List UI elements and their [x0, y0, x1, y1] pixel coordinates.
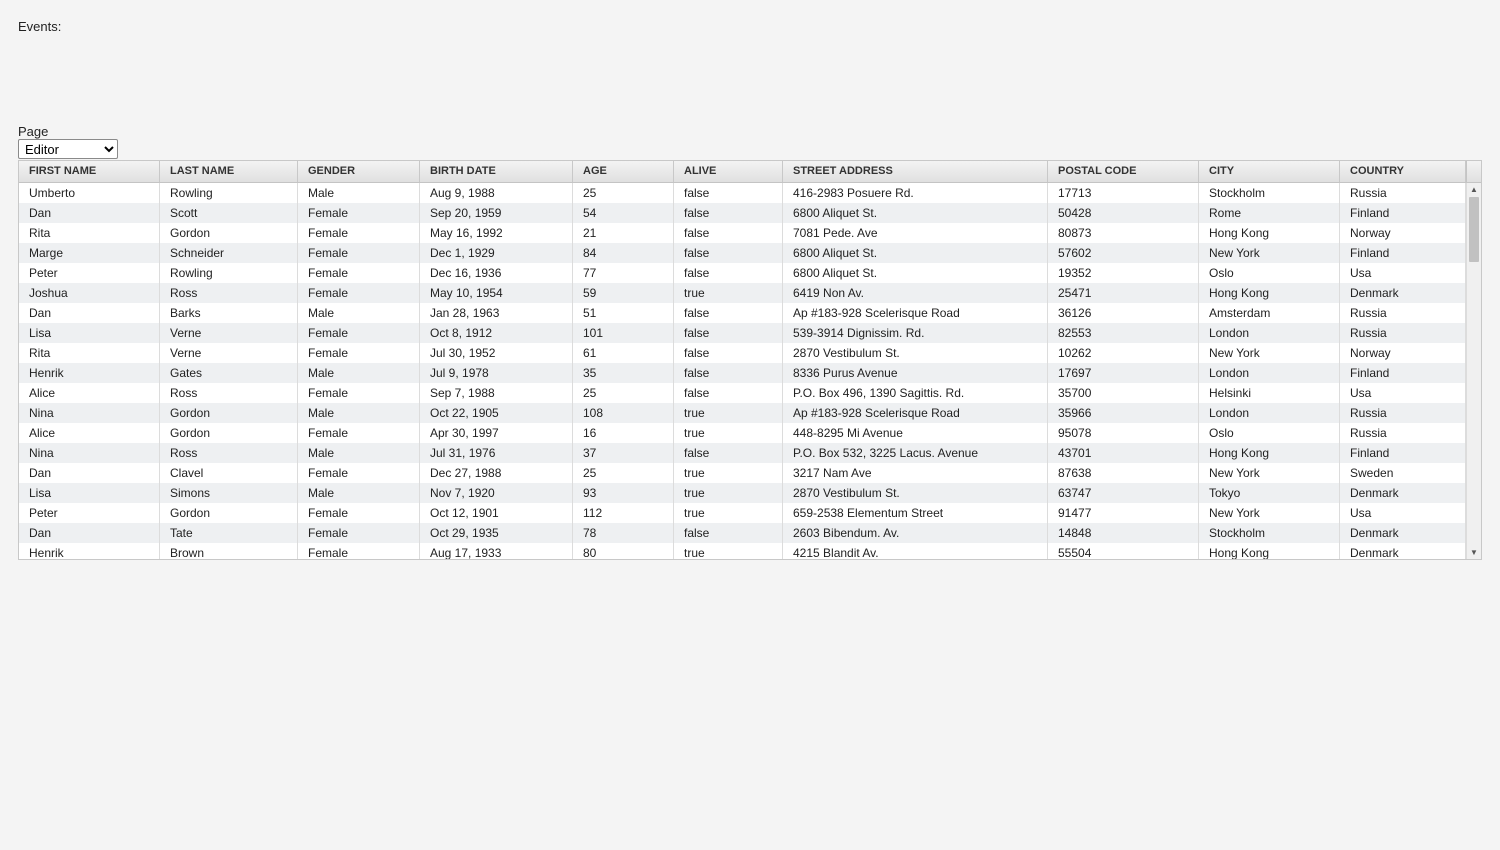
table-cell: Lisa [19, 483, 160, 503]
table-cell: 14848 [1048, 523, 1199, 543]
table-cell: Ross [160, 443, 298, 463]
table-cell: Scott [160, 203, 298, 223]
table-cell: Female [298, 203, 420, 223]
table-cell: Rita [19, 223, 160, 243]
table-cell: 101 [573, 323, 674, 343]
table-cell: 21 [573, 223, 674, 243]
table-cell: Apr 30, 1997 [420, 423, 573, 443]
table-cell: Hong Kong [1199, 443, 1340, 463]
table-cell: Simons [160, 483, 298, 503]
table-cell: Male [298, 483, 420, 503]
table-cell: London [1199, 363, 1340, 383]
table-cell: Oct 29, 1935 [420, 523, 573, 543]
table-cell: Female [298, 463, 420, 483]
table-row[interactable] [19, 203, 1466, 223]
table-cell: Jul 9, 1978 [420, 363, 573, 383]
table-cell: Henrik [19, 543, 160, 560]
table-row[interactable] [19, 503, 1466, 523]
table-cell: 16 [573, 423, 674, 443]
table-row[interactable] [19, 523, 1466, 543]
table-cell: Ap #183-928 Scelerisque Road [783, 303, 1048, 323]
table-cell: Russia [1340, 323, 1466, 343]
table-cell: false [674, 443, 783, 463]
table-cell: Brown [160, 543, 298, 560]
table-cell: 61 [573, 343, 674, 363]
table-cell: Jul 30, 1952 [420, 343, 573, 363]
page-selector-label: Page [18, 124, 49, 139]
table-cell: Oslo [1199, 263, 1340, 283]
column-header-street-address[interactable]: STREET ADDRESS [783, 161, 1048, 182]
table-cell: true [674, 403, 783, 423]
table-cell: Hong Kong [1199, 223, 1340, 243]
table-cell: Rita [19, 343, 160, 363]
table-cell: 17697 [1048, 363, 1199, 383]
table-cell: Dec 1, 1929 [420, 243, 573, 263]
table-cell: true [674, 543, 783, 560]
table-cell: Schneider [160, 243, 298, 263]
table-cell: Dan [19, 303, 160, 323]
table-cell: 63747 [1048, 483, 1199, 503]
table-cell: Ap #183-928 Scelerisque Road [783, 403, 1048, 423]
table-cell: Oct 22, 1905 [420, 403, 573, 423]
table-cell: Male [298, 403, 420, 423]
table-cell: Gordon [160, 223, 298, 243]
table-cell: London [1199, 323, 1340, 343]
table-cell: Hong Kong [1199, 543, 1340, 560]
table-cell: 35 [573, 363, 674, 383]
table-cell: P.O. Box 496, 1390 Sagittis. Rd. [783, 383, 1048, 403]
table-row[interactable] [19, 383, 1466, 403]
table-cell: 6800 Aliquet St. [783, 263, 1048, 283]
table-cell: Russia [1340, 183, 1466, 203]
table-cell: 25471 [1048, 283, 1199, 303]
table-cell: 108 [573, 403, 674, 423]
table-cell: Female [298, 343, 420, 363]
table-cell: Finland [1340, 443, 1466, 463]
column-header-age[interactable]: AGE [573, 161, 674, 182]
column-header-gender[interactable]: GENDER [298, 161, 420, 182]
table-cell: 91477 [1048, 503, 1199, 523]
table-cell: 19352 [1048, 263, 1199, 283]
table-cell: Barks [160, 303, 298, 323]
table-cell: Sep 7, 1988 [420, 383, 573, 403]
column-header-city[interactable]: CITY [1199, 161, 1340, 182]
table-cell: Lisa [19, 323, 160, 343]
table-cell: Dan [19, 203, 160, 223]
table-cell: 8336 Purus Avenue [783, 363, 1048, 383]
table-cell: Male [298, 363, 420, 383]
table-cell: Verne [160, 323, 298, 343]
table-cell: 6800 Aliquet St. [783, 243, 1048, 263]
table-cell: 77 [573, 263, 674, 283]
table-cell: 51 [573, 303, 674, 323]
table-cell: 80873 [1048, 223, 1199, 243]
table-cell: 57602 [1048, 243, 1199, 263]
table-cell: 2603 Bibendum. Av. [783, 523, 1048, 543]
table-row[interactable] [19, 363, 1466, 383]
table-cell: 17713 [1048, 183, 1199, 203]
table-cell: Dec 27, 1988 [420, 463, 573, 483]
table-cell: Dec 16, 1936 [420, 263, 573, 283]
table-cell: true [674, 483, 783, 503]
table-cell: Usa [1340, 263, 1466, 283]
table-cell: 93 [573, 483, 674, 503]
table-cell: 7081 Pede. Ave [783, 223, 1048, 243]
table-cell: 37 [573, 443, 674, 463]
table-cell: false [674, 363, 783, 383]
table-cell: 6800 Aliquet St. [783, 203, 1048, 223]
table-cell: Rowling [160, 263, 298, 283]
table-cell: Marge [19, 243, 160, 263]
table-cell: false [674, 343, 783, 363]
table-cell: 539-3914 Dignissim. Rd. [783, 323, 1048, 343]
table-cell: London [1199, 403, 1340, 423]
table-cell: Ross [160, 383, 298, 403]
scroll-thumb[interactable] [1469, 197, 1479, 262]
table-cell: Rome [1199, 203, 1340, 223]
data-grid [18, 160, 1482, 560]
table-cell: 25 [573, 463, 674, 483]
table-row[interactable] [19, 543, 1466, 560]
table-cell: 36126 [1048, 303, 1199, 323]
table-cell: Stockholm [1199, 523, 1340, 543]
table-cell: Dan [19, 463, 160, 483]
column-header-postal-code[interactable]: POSTAL CODE [1048, 161, 1199, 182]
header-filler [1466, 161, 1482, 183]
table-cell: Usa [1340, 503, 1466, 523]
table-cell: Nov 7, 1920 [420, 483, 573, 503]
table-cell: Ross [160, 283, 298, 303]
table-cell: true [674, 503, 783, 523]
table-cell: 4215 Blandit Av. [783, 543, 1048, 560]
table-cell: Jan 28, 1963 [420, 303, 573, 323]
table-cell: Tate [160, 523, 298, 543]
table-cell: Russia [1340, 403, 1466, 423]
table-cell: 59 [573, 283, 674, 303]
table-cell: Female [298, 323, 420, 343]
table-cell: Male [298, 303, 420, 323]
vertical-scrollbar[interactable] [1466, 183, 1481, 560]
table-cell: Female [298, 543, 420, 560]
table-cell: Nina [19, 443, 160, 463]
table-cell: 3217 Nam Ave [783, 463, 1048, 483]
table-cell: true [674, 463, 783, 483]
table-cell: Female [298, 383, 420, 403]
table-cell: 2870 Vestibulum St. [783, 483, 1048, 503]
table-cell: New York [1199, 503, 1340, 523]
table-cell: Russia [1340, 303, 1466, 323]
table-row[interactable] [19, 323, 1466, 343]
scroll-up-arrow-icon[interactable]: ▲ [1470, 185, 1478, 194]
table-cell: Tokyo [1199, 483, 1340, 503]
table-cell: Aug 17, 1933 [420, 543, 573, 560]
table-cell: 35700 [1048, 383, 1199, 403]
column-header-alive[interactable]: ALIVE [674, 161, 783, 182]
table-cell: false [674, 523, 783, 543]
table-row[interactable] [19, 463, 1466, 483]
table-row[interactable] [19, 223, 1466, 243]
table-cell: 6419 Non Av. [783, 283, 1048, 303]
events-label: Events: [18, 19, 62, 34]
table-cell: Dan [19, 523, 160, 543]
table-cell: false [674, 203, 783, 223]
column-header-country[interactable]: COUNTRY [1340, 161, 1466, 182]
table-cell: false [674, 263, 783, 283]
table-cell: Aug 9, 1988 [420, 183, 573, 203]
table-cell: false [674, 223, 783, 243]
column-header-first-name[interactable]: FIRST NAME [19, 161, 160, 182]
table-cell: false [674, 183, 783, 203]
table-cell: Alice [19, 383, 160, 403]
table-cell: Hong Kong [1199, 283, 1340, 303]
table-cell: Denmark [1340, 283, 1466, 303]
table-cell: 84 [573, 243, 674, 263]
table-cell: true [674, 283, 783, 303]
table-cell: Gates [160, 363, 298, 383]
table-cell: New York [1199, 463, 1340, 483]
grid-header [19, 161, 1466, 183]
table-cell: 25 [573, 383, 674, 403]
table-cell: Oct 12, 1901 [420, 503, 573, 523]
table-cell: Gordon [160, 423, 298, 443]
column-header-birth-date[interactable]: BIRTH DATE [420, 161, 573, 182]
table-cell: Male [298, 443, 420, 463]
table-cell: true [674, 423, 783, 443]
table-cell: Russia [1340, 423, 1466, 443]
table-cell: May 16, 1992 [420, 223, 573, 243]
table-cell: 35966 [1048, 403, 1199, 423]
scroll-down-arrow-icon[interactable]: ▼ [1470, 548, 1478, 557]
table-cell: Amsterdam [1199, 303, 1340, 323]
table-row[interactable] [19, 403, 1466, 423]
table-cell: Oct 8, 1912 [420, 323, 573, 343]
table-cell: New York [1199, 243, 1340, 263]
table-row[interactable] [19, 183, 1466, 203]
table-cell: Female [298, 223, 420, 243]
table-cell: Helsinki [1199, 383, 1340, 403]
table-cell: 50428 [1048, 203, 1199, 223]
table-cell: Alice [19, 423, 160, 443]
table-cell: Norway [1340, 223, 1466, 243]
table-cell: Peter [19, 263, 160, 283]
table-cell: Female [298, 283, 420, 303]
table-cell: 82553 [1048, 323, 1199, 343]
table-cell: 78 [573, 523, 674, 543]
table-row[interactable] [19, 283, 1466, 303]
table-row[interactable] [19, 243, 1466, 263]
table-cell: 55504 [1048, 543, 1199, 560]
grid-body[interactable] [19, 183, 1466, 560]
table-cell: Sweden [1340, 463, 1466, 483]
table-cell: P.O. Box 532, 3225 Lacus. Avenue [783, 443, 1048, 463]
table-cell: Joshua [19, 283, 160, 303]
table-cell: 112 [573, 503, 674, 523]
table-cell: Female [298, 263, 420, 283]
table-cell: 416-2983 Posuere Rd. [783, 183, 1048, 203]
table-cell: Female [298, 523, 420, 543]
table-cell: Female [298, 503, 420, 523]
table-cell: Henrik [19, 363, 160, 383]
table-cell: Finland [1340, 363, 1466, 383]
table-row[interactable] [19, 343, 1466, 363]
table-cell: false [674, 303, 783, 323]
table-cell: false [674, 323, 783, 343]
table-cell: Finland [1340, 243, 1466, 263]
table-cell: 80 [573, 543, 674, 560]
table-cell: false [674, 243, 783, 263]
column-header-last-name[interactable]: LAST NAME [160, 161, 298, 182]
table-cell: Female [298, 243, 420, 263]
table-cell: Umberto [19, 183, 160, 203]
table-cell: 87638 [1048, 463, 1199, 483]
table-cell: 448-8295 Mi Avenue [783, 423, 1048, 443]
table-cell: 10262 [1048, 343, 1199, 363]
table-cell: Norway [1340, 343, 1466, 363]
page-select[interactable] [18, 139, 118, 159]
table-cell: Clavel [160, 463, 298, 483]
table-cell: Gordon [160, 503, 298, 523]
table-cell: Finland [1340, 203, 1466, 223]
table-row[interactable] [19, 263, 1466, 283]
table-cell: 2870 Vestibulum St. [783, 343, 1048, 363]
table-cell: Sep 20, 1959 [420, 203, 573, 223]
table-cell: Denmark [1340, 543, 1466, 560]
table-cell: false [674, 383, 783, 403]
table-row[interactable] [19, 423, 1466, 443]
table-cell: Jul 31, 1976 [420, 443, 573, 463]
table-cell: New York [1199, 343, 1340, 363]
table-cell: 43701 [1048, 443, 1199, 463]
table-cell: Peter [19, 503, 160, 523]
table-cell: May 10, 1954 [420, 283, 573, 303]
table-cell: Rowling [160, 183, 298, 203]
table-cell: Nina [19, 403, 160, 423]
table-row[interactable] [19, 303, 1466, 323]
table-cell: Denmark [1340, 523, 1466, 543]
table-cell: 95078 [1048, 423, 1199, 443]
table-cell: 54 [573, 203, 674, 223]
table-cell: Stockholm [1199, 183, 1340, 203]
table-cell: Gordon [160, 403, 298, 423]
table-cell: 659-2538 Elementum Street [783, 503, 1048, 523]
table-cell: Male [298, 183, 420, 203]
table-cell: Usa [1340, 383, 1466, 403]
table-cell: 25 [573, 183, 674, 203]
table-cell: Female [298, 423, 420, 443]
table-row[interactable] [19, 443, 1466, 463]
table-row[interactable] [19, 483, 1466, 503]
table-cell: Denmark [1340, 483, 1466, 503]
table-cell: Verne [160, 343, 298, 363]
table-cell: Oslo [1199, 423, 1340, 443]
